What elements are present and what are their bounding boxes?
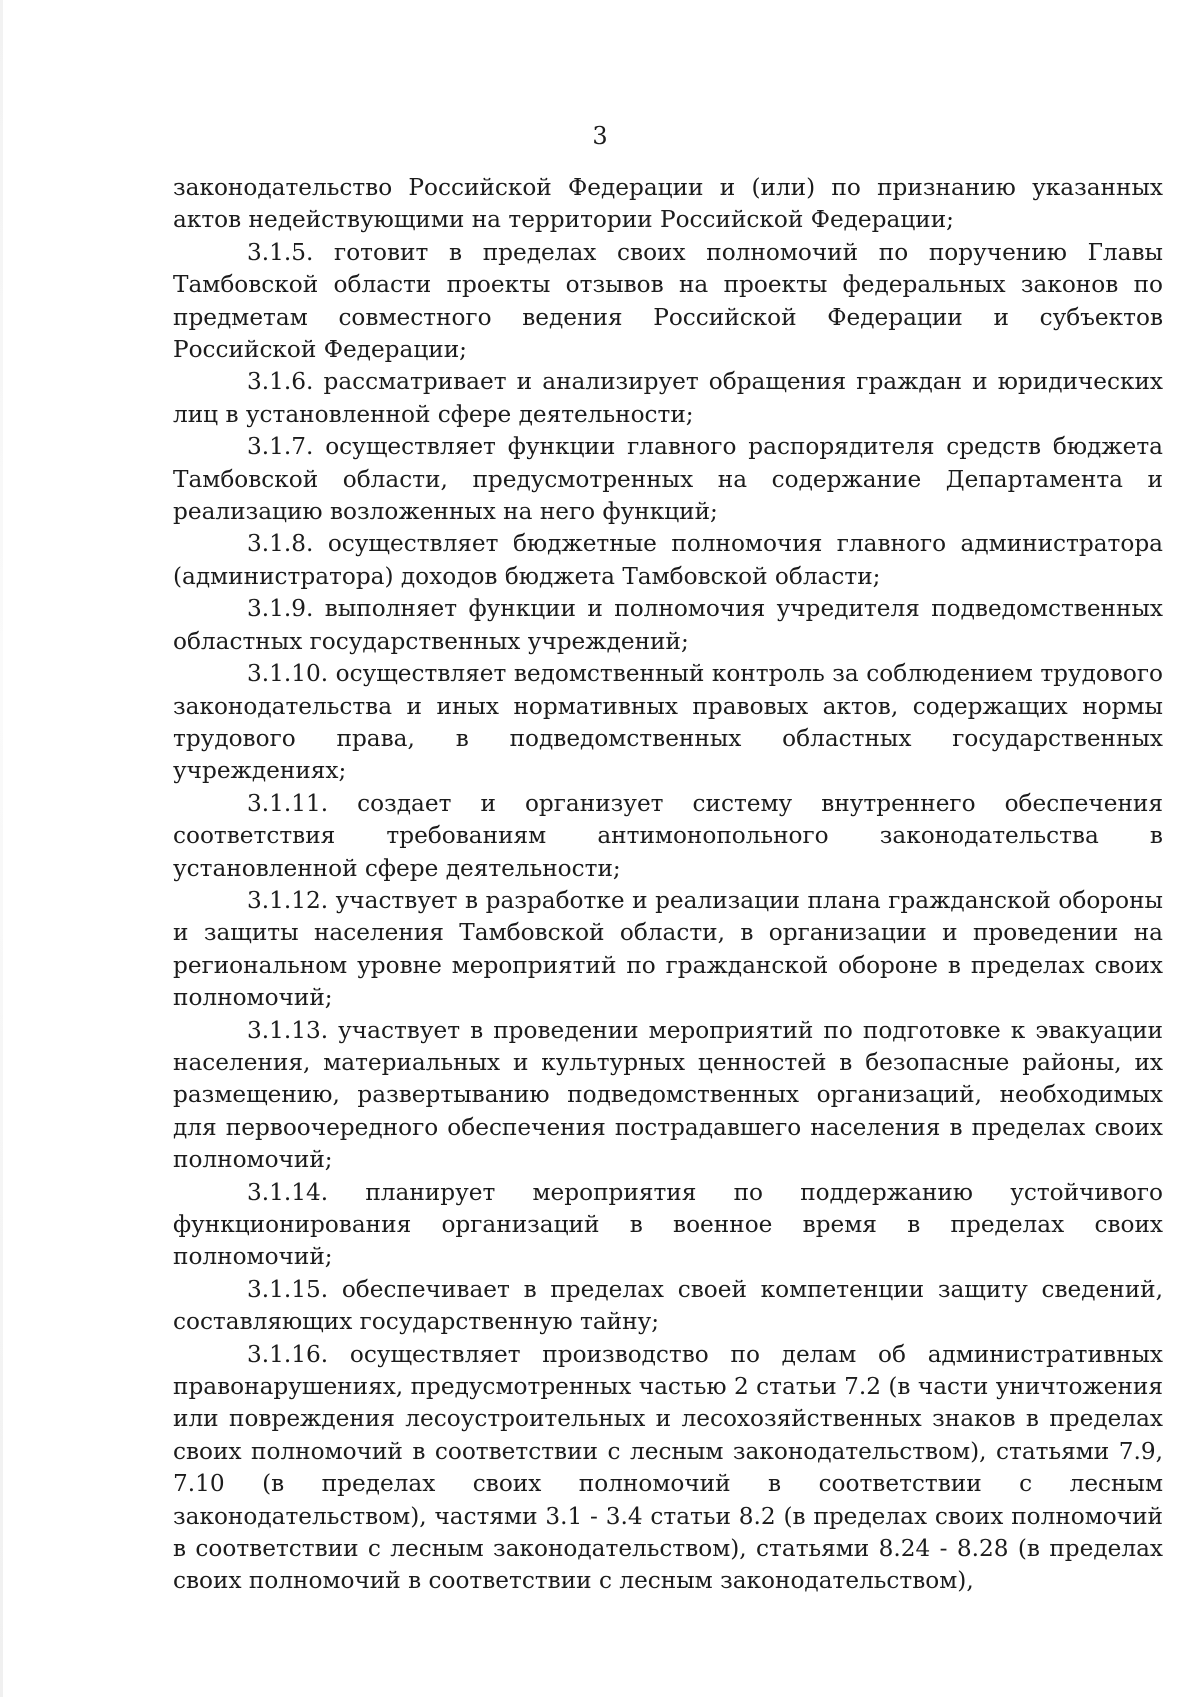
paragraph-3-1-16: 3.1.16. осуществляет производство по делам об административных правонарушениях, предусмотренных частью 2 статьи 7.2 (в части уничтожения или повреждения лесоустроительных и лесохозяйственных знаков в пределах своих полномочий в соответствии с лесным законодательством), статьями 7.9, 7.10 (в пределах своих полномочий в соответствии с лесным законодательством), частями 3.1 - 3.4 статьи 8.2 (в пределах своих полномочий в соответствии с лесным законодательством), статьями 8.24 - 8.28 (в пределах своих полномочий в соответствии с лесным законодательством), <box>173 1340 1163 1595</box>
paragraph-3-1-7: 3.1.7. осуществляет функции главного распорядителя средств бюджета Тамбовской области, предусмотренных на содержание Департамента и реализацию возложенных на него функций; <box>173 433 1163 526</box>
paragraph-3-1-5: 3.1.5. готовит в пределах своих полномочий по поручению Главы Тамбовской области проекты отзывов на проекты федеральных законов по предметам совместного ведения Российской Федерации и субъектов Российской Федерации; <box>173 238 1163 364</box>
paragraph-continuation: законодательство Российской Федерации и (или) по признанию указанных актов недействующими на территории Российской Федерации; <box>173 174 1163 234</box>
page-number: 3 <box>592 122 608 150</box>
paragraph-3-1-6: 3.1.6. рассматривает и анализирует обращения граждан и юридических лиц в установленной сфере деятельности; <box>173 368 1163 428</box>
paragraph-3-1-12: 3.1.12. участвует в разработке и реализации плана гражданской обороны и защиты населения Тамбовской области, в организации и проведении на региональном уровне мероприятий по гражданской обороне в пределах своих полномочий; <box>173 886 1163 1012</box>
scan-edge-shadow <box>0 0 3 1697</box>
paragraph-3-1-8: 3.1.8. осуществляет бюджетные полномочия главного администратора (администратора) доходов бюджета Тамбовской области; <box>173 530 1163 590</box>
paragraph-3-1-11: 3.1.11. создает и организует систему внутреннего обеспечения соответствия требованиям антимонопольного законодательства в установленной сфере деятельности; <box>173 789 1163 882</box>
paragraph-3-1-14: 3.1.14. планирует мероприятия по поддержанию устойчивого функционирования организаций в военное время в пределах своих полномочий; <box>173 1178 1163 1271</box>
document-body <box>173 172 1163 1598</box>
paragraph-3-1-10: 3.1.10. осуществляет ведомственный контроль за соблюдением трудового законодательства и иных нормативных правовых актов, содержащих нормы трудового права, в подведомственных областных государственных учреждениях; <box>173 660 1163 785</box>
paragraph-3-1-13: 3.1.13. участвует в проведении мероприятий по подготовке к эвакуации населения, материальных и культурных ценностей в безопасные районы, их размещению, развертыванию подведомственных организаций, необходимых для первоочередного обеспечения пострадавшего населения в пределах своих полномочий; <box>173 1016 1163 1174</box>
paragraph-3-1-15: 3.1.15. обеспечивает в пределах своей компетенции защиту сведений, составляющих государственную тайну; <box>173 1275 1163 1336</box>
paragraph-3-1-9: 3.1.9. выполняет функции и полномочия учредителя подведомственных областных государственных учреждений; <box>173 595 1163 655</box>
